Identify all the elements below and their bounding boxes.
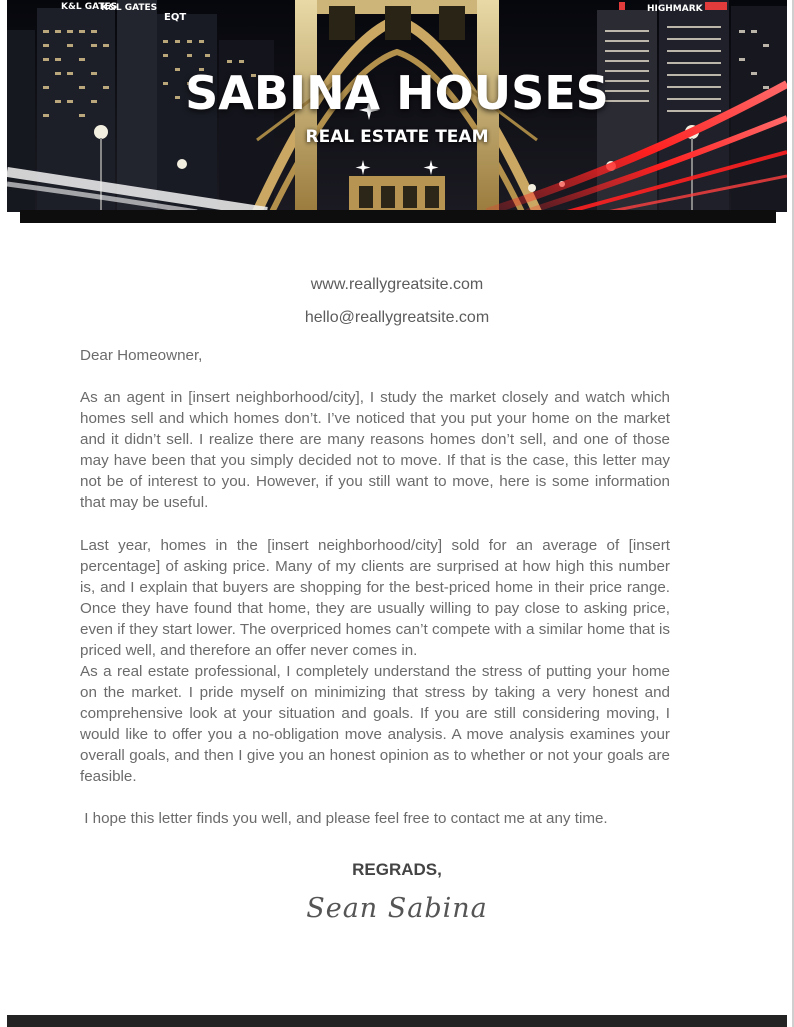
- website-link[interactable]: www.reallygreatsite.com: [310, 276, 484, 293]
- brand-subtitle: REAL ESTATE TEAM: [305, 127, 489, 147]
- letter-paragraph-4: I hope this letter finds you well, and please feel free to contact me at any time.: [80, 810, 608, 827]
- letter-paragraph-1: As an agent in [insert neighborhood/city], I study the market closely and watch which homes sell and which homes don’t. I’ve noticed that you put your home on the market and it didn’t sell. I realize there are many reasons homes don’t sell, and one of those may have been that you simply decided not to move. If that is the case, this letter may not be of interest to you. However, if you still want to move, here is some information that may be useful.: [80, 389, 670, 511]
- sign-kl-gates-left: K&L GATES: [61, 2, 118, 12]
- banner-shadow-bar: [20, 210, 776, 223]
- footer-bar: [7, 1015, 787, 1027]
- sign-highmark: HIGHMARK: [647, 4, 703, 14]
- signature: Sean Sabina: [306, 893, 488, 924]
- sign-kl-gates-right: K&L GATES: [101, 3, 158, 13]
- closing: REGRADS,: [352, 860, 442, 879]
- brand-title: SABINA HOUSES: [185, 66, 609, 120]
- letter-greeting: Dear Homeowner,: [80, 347, 203, 364]
- letter-paragraph-2: Last year, homes in the [insert neighborhood/city] sold for an average of [insert percentage] of asking price. Many of my clients are surprised at how high this number is, and I explain that buyers are shopping for the best-priced home in their price range. Once they have found that home, they are usually willing to pay close to asking price, even if they start lower. The overpriced homes can’t compete with a similar home that is priced well, and therefore an offer never comes in.: [80, 537, 670, 659]
- letter-paragraph-3: As a real estate professional, I completely understand the stress of putting your home on the market. I pride myself on minimizing that stress by taking a very honest and comprehensive look at your situation and goals. If you are still considering moving, I would like to offer you a no-obligation move analysis. A move analysis examines your overall goals, and then I give you an honest opinion as to whether or not your goals are feasible.: [80, 663, 670, 785]
- email-link[interactable]: hello@reallygreatsite.com: [304, 309, 490, 326]
- sign-eqt: EQT: [164, 12, 187, 23]
